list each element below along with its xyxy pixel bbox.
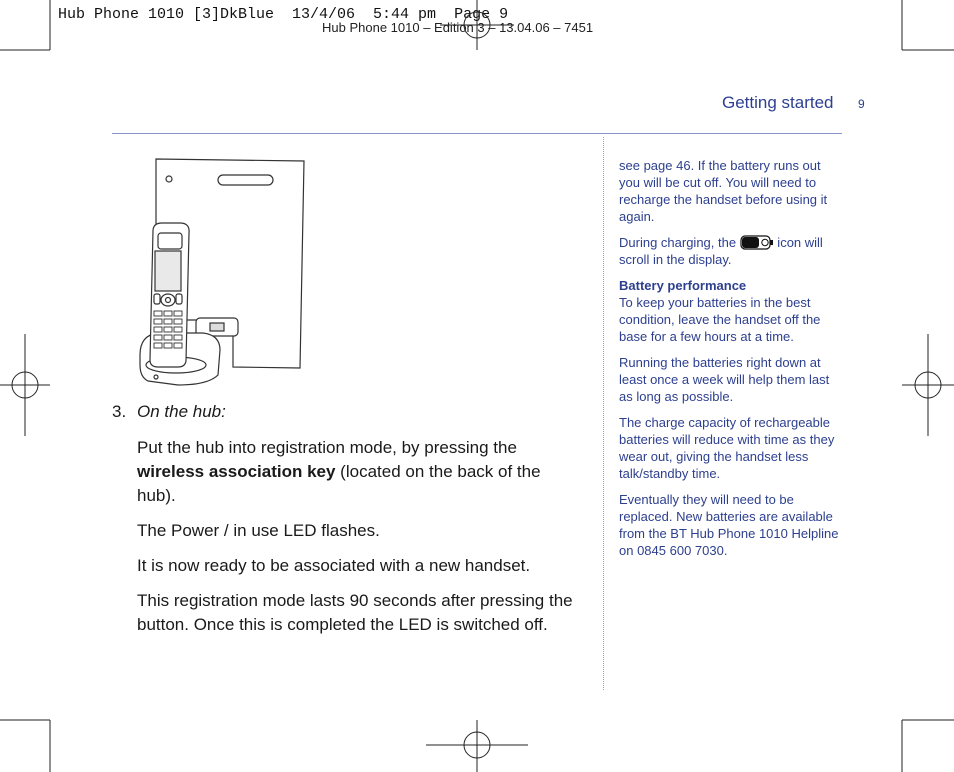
note-charging-icon: During charging, the icon will scroll in the display. <box>619 235 823 267</box>
print-slug: Hub Phone 1010 [3]DkBlue 13/4/06 5:44 pm Page 9 <box>58 6 509 23</box>
paragraph-led: The Power / in use LED flashes. <box>137 521 380 540</box>
note-run-down: Running the batteries right down at least once a week will help them last as long as possible. <box>619 355 830 404</box>
battery-performance-heading: Battery performance <box>619 278 747 293</box>
wireless-association-key-term: wireless association key <box>137 462 336 481</box>
main-instructions <box>112 400 582 648</box>
step-number: 3. <box>112 402 127 421</box>
paragraph-duration: This registration mode lasts 90 seconds after pressing the button. Once this is completed the LED is switched off. <box>137 591 573 634</box>
sidebar-notes <box>619 157 843 568</box>
section-title: Getting started <box>722 93 834 112</box>
paragraph-ready: It is now ready to be associated with a new handset. <box>137 556 531 575</box>
header-rule <box>112 133 842 134</box>
hub-and-handset-illustration <box>138 155 310 390</box>
note-battery-runs-out: see page 46. If the battery runs out you will be cut off. You will need to recharge the handset before using it again. <box>619 158 828 224</box>
edition-slug: Hub Phone 1010 – Edition 3 – 13.04.06 – 7451 <box>322 20 594 35</box>
battery-performance-section: Battery performance To keep your batteries in the best condition, leave the handset off the base for a few hours at a time. <box>619 277 843 345</box>
note-replacement: Eventually they will need to be replaced. New batteries are available from the BT Hub Phone 1010 Helpline on 0845 600 7030. <box>619 492 839 558</box>
note-capacity: The charge capacity of rechargeable batteries will reduce with time as they wear out, giving the handset less talk/standby time. <box>619 415 835 481</box>
page-number: 9 <box>858 97 865 111</box>
column-divider <box>603 137 604 690</box>
step-title: On the hub: <box>137 402 226 421</box>
paragraph-registration: Put the hub into registration mode, by pressing the wireless association key (located on the back of the hub). <box>137 438 541 505</box>
battery-charging-icon <box>740 235 774 250</box>
